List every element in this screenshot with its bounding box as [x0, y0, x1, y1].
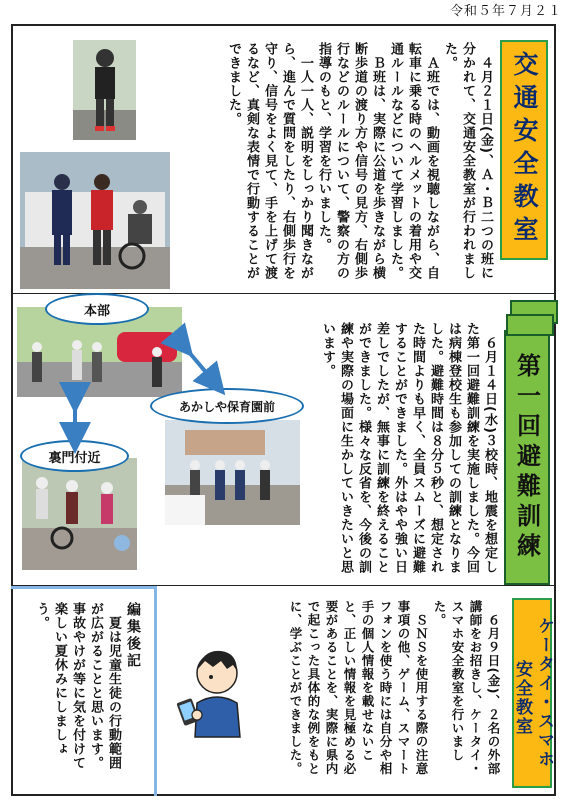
label-honbu-text: 本部 [83, 303, 110, 319]
phone-user-illustration [175, 645, 250, 740]
arrow-honbu-akashiya [183, 345, 215, 383]
section3-title-text [505, 600, 555, 786]
section3-title-line2: 安全教室 [512, 660, 532, 736]
section1-title-text: 交通安全教室 [510, 51, 539, 249]
section2-title-text: 第一回避難訓練 [512, 352, 541, 563]
section3-title-line1: ケータイ・スマホ [534, 617, 554, 769]
issue-date: 令和５年７月２１ [449, 4, 562, 19]
editor-body: 夏は児童生徒の行動範囲が広がることと思います。事故やけが等に気を付けて楽しい夏休みにしましょう。 [34, 602, 121, 770]
section2-body: ６月１４日(水)３校時、地震を想定した第一回避難訓練を実施しました。今回は病棟登校生も参加しての訓練となりました。避難時間は８分５秒と、想定された時間よりも早く、全員スムーズに避難することができました。外はやや強い日差しでしたが、無事に訓練を終えることができました。様々な反省を、今後の訓練や実際の場面に生かしていきたいと思います。 [320, 322, 497, 574]
section3-body: ６月９日(金)、２名の外部講師をお招きし、ケータイ・スマホ安全教室を行いました。 ＳＮＳを使用する際の注意事項の他、ゲーム、スマートフォンを使う時には自分や相手の個人情報を載せないこと、正しい情報を見極める必要があることを、実際に県内で起こった具体的な例をもとに、学ぶことができました。 [288, 600, 501, 776]
label-akashiya-text: あかしや保育園前 [178, 399, 275, 414]
editor-title: 編集後記 [125, 602, 141, 670]
label-uramon-text: 裏門付近 [48, 450, 101, 466]
section1-body: ４月２１日(金)、Ａ・Ｂ二つの班に分かれて、交通安全教室が行われました。 Ａ班では、動画を視聴しながら、自転車に乗る時のヘルメットの着用や交通ルールなどについて学習しました。 Ｂ班は、実際に公道を歩きながら横断歩道の渡り方や信号の見方、右側歩行などのルールについて、警察の方の指導のもと、学習を行いました。 一人一人、説明をしっかり聞きながら、進んで質問をしたり、右側歩行を守り、信号をよく見て、手を上げて渡るなど、真剣な表情で行動することができました。 [226, 42, 493, 280]
